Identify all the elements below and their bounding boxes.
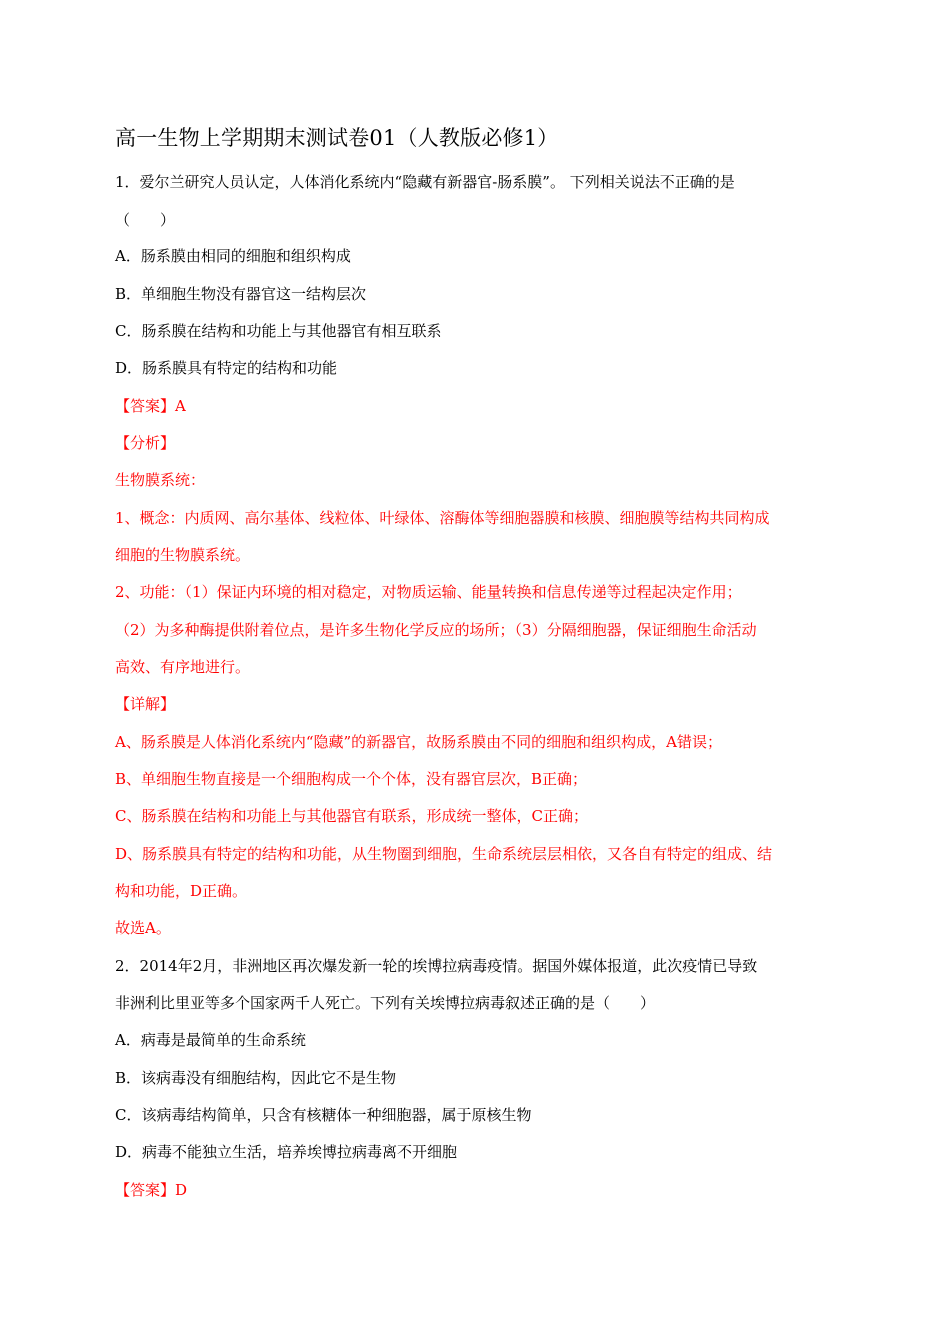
q2-option-b: B．该病毒没有细胞结构，因此它不是生物 <box>115 1069 397 1087</box>
q1-analysis-label: 【分析】 <box>115 434 176 452</box>
q1-option-d: D．肠系膜具有特定的结构和功能 <box>115 359 338 377</box>
q2-stem-line-2: 非洲利比里亚等多个国家两千人死亡。下列有关埃博拉病毒叙述正确的是（ ） <box>115 994 656 1012</box>
q1-detail-b: B、单细胞生物直接是一个细胞构成一个个体，没有器官层次，B正确； <box>115 770 588 788</box>
q1-conclusion: 故选A。 <box>115 919 171 937</box>
q2-option-c: C．该病毒结构简单，只含有核糖体一种细胞器，属于原核生物 <box>115 1106 532 1124</box>
q2-option-a: A．病毒是最简单的生命系统 <box>115 1031 306 1049</box>
q1-analysis-line-3: 细胞的生物膜系统。 <box>115 546 251 564</box>
page-title: 高一生物上学期期末测试卷01（人教版必修1） <box>115 126 559 150</box>
q2-option-d: D．病毒不能独立生活，培养埃博拉病毒离不开细胞 <box>115 1143 458 1161</box>
q1-stem-line-1: 1．爱尔兰研究人员认定，人体消化系统内“隐藏有新器官-肠系膜”。 下列相关说法不正确的是 <box>115 173 735 191</box>
q1-analysis-line-5: （2）为多种酶提供附着位点，是许多生物化学反应的场所；（3）分隔细胞器，保证细胞生命活动 <box>115 621 757 639</box>
q1-detail-label: 【详解】 <box>115 695 176 713</box>
q1-detail-d-line-1: D、肠系膜具有特定的结构和功能，从生物圈到细胞，生命系统层层相依，又各自有特定的组成、结 <box>115 845 773 863</box>
q1-answer: 【答案】A <box>115 397 186 415</box>
q1-option-b: B．单细胞生物没有器官这一结构层次 <box>115 285 367 303</box>
q1-detail-a: A、肠系膜是人体消化系统内“隐藏”的新器官，故肠系膜由不同的细胞和组织构成，A错误； <box>115 733 723 751</box>
q1-analysis-line-1: 生物膜系统： <box>115 471 206 489</box>
q2-stem-line-1: 2．2014年2月，非洲地区再次爆发新一轮的埃博拉病毒疫情。据国外媒体报道，此次疫情已导致 <box>115 957 758 975</box>
q1-detail-d-line-2: 构和功能，D正确。 <box>115 882 248 900</box>
q1-option-c: C．肠系膜在结构和功能上与其他器官有相互联系 <box>115 322 442 340</box>
q2-answer: 【答案】D <box>115 1181 188 1199</box>
q1-stem-line-2: （ ） <box>115 211 176 229</box>
q1-analysis-line-2: 1、概念：内质网、高尔基体、线粒体、叶绿体、溶酶体等细胞器膜和核膜、细胞膜等结构共同构成 <box>115 509 770 527</box>
q1-analysis-line-4: 2、功能：（1）保证内环境的相对稳定，对物质运输、能量转换和信息传递等过程起决定作用； <box>115 583 742 601</box>
q1-option-a: A．肠系膜由相同的细胞和组织构成 <box>115 247 351 265</box>
q1-analysis-line-6: 高效、有序地进行。 <box>115 658 251 676</box>
q1-detail-c: C、肠系膜在结构和功能上与其他器官有联系，形成统一整体，C正确； <box>115 807 588 825</box>
